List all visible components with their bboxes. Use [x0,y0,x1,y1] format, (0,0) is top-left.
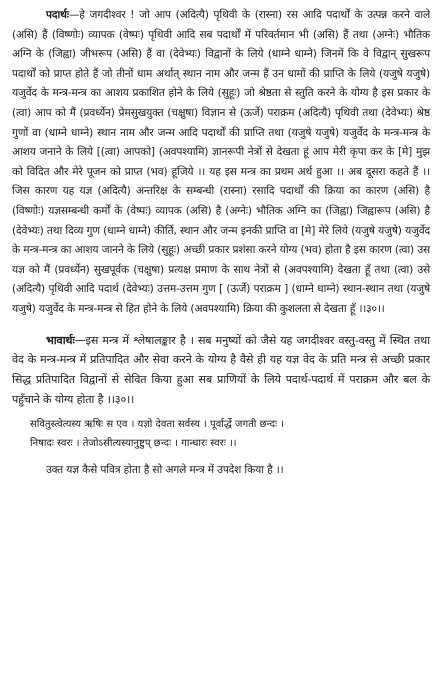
closing-line: उक्त यज्ञ कैसे पवित्र होता है सो अगले मन्त्र में उपदेश किया है ।। [46,463,284,476]
padartha-text: —हे जगदीश्वर ! जो आप (अदित्यै) पृथिवी के (रास्ना) रस आदि पदार्थों के उत्पन्न करने वाले (असि) हैं (विष्णोः) व्यापक (वेष्पः) पृथिवी आदि सब पदार्थों में परिवर्तमान भी (असि) हैं तथा (अग्नेः) भौतिक अग्नि के (जिह्वा) जीभरूप (असि) हैं वा (देवेभ्यः) विद्वानों के लिये (धाम्ने धाम्ने) जिनमें कि वे विद्वान् सुखरूप पदार्थों को प्राप्त होते हैं जो तीनों धाम अर्थात् स्थान नाम और जन्म हैं उन धामों की प्राप्ति के लिये (यजुषे यजुषे) यजुर्वेद के मन्त्र-मन्त्र का आशय प्रकाशित होने के लिये (सुहूः) जो श्रेष्ठता से स्तुति करने के योग्य है इस प्रकार के (त्वा) आप को मैं (प्रवर्ध्येन) प्रेमसुखयुक्त (चक्षुषा) विज्ञान से (ऊर्जे) पराक्रम (अदित्यै) पृथिवी तथा (देवेभ्यः) श्रेष्ठ गुणों वा (धाम्ने धाम्ने) स्थान नाम और जन्म आदि पदार्थों की प्राप्ति तथा (यजुषे यजुषे) यजुर्वेद के मन्त्र-मन्त्र के आशय जनाने के लिये [(त्वा) आपको] (अवपश्यामि) ज्ञानरूपी नेत्रों से देखता हूं आप मेरी कृपा कर के [मे] मुझ को विदित और मेरे पूजन को प्राप्त (भव) हूजिये ।। यह इस मन्त्र का प्रथम अर्थ हुआ ।। अब दूसरा कहते हैं ।। जिस कारण यह यज्ञ (अदित्यै) अन्तरिक्ष के सम्बन्धी (रास्ना) रसादि पदार्थों की क्रिया का कारण (असि) है (विष्णोः) यज्ञसम्बन्धी कर्मों के (वेष्पः) व्यापक (असि) है (अग्नेः) भौतिक अग्नि का (जिह्वा) जिह्वारूप (असि) है (देवेभ्यः) तथा दिव्य गुण (धाम्ने धाम्ने) कीर्ति, स्थान और जन्म इनकी प्राप्ति वा [मे] मेरे लिये (यजुषे यजुषे) यजुर्वेद के मन्त्र-मन्त्र का आशय जानने के लिये (सुहूः) अच्छी प्रकार प्रशंसा करने योग्य (भव) होता है इस कारण (त्वा) उस यज्ञ को मैं (प्रवर्ध्येन) सुखपूर्वक (चक्षुषा) प्रत्यक्ष प्रमाण के साथ नेत्रों से (अवपश्यामि) देखता हूँ तथा (त्वा) उसे (अदित्यै) पृथिवी आदि पदार्थ (देवेभ्यः) उत्तम-उत्तम गुण [ (ऊर्जे) पराक्रम ] (धाम्ने धाम्ने) स्थान-स्थान तथा (यजुषे यजुषे) यजुर्वेद के मन्त्र-मन्त्र से हित होने के लिये (अवपश्यामि) क्रिया की कुशलता से देखता हूँ ।।३०।। [12,9,430,315]
bhavartha-text: —इस मन्त्र में श्लेषालङ्कार है । सब मनुष्यों को जैसे यह जगदीश्वर वस्तु-वस्तु में स्थित तथा वेद के मन्त्र-मन्त्र में प्रतिपादित और सेवा करने के योग्य है वैसे ही यह यज्ञ वेद के प्रति मन्त्र से अच्छी प्रकार सिद्ध प्रतिपादित विद्वानों से सेवित किया हुआ सब प्राणियों के लिये पदार्थ-पदार्थ में पराक्रम और बल के पहुँचाने के योग्य होता है ।।३०।। [12,333,430,406]
bhavartha-paragraph [12,331,430,410]
bhavartha-label: भावार्थः [46,333,75,347]
mantra-metadata [12,415,430,453]
metadata-line-1: सवितुस्त्वेत्यस्य ऋषिः स एव । यज्ञो देवता सर्वस्य । पूर्वार्द्धे जगती छन्दः । [30,418,284,430]
padartha-paragraph [12,6,430,320]
padartha-label: पदार्थः [46,9,69,21]
metadata-line-2: निषादः स्वरः । तेजोऽसीत्यस्यानुष्टुप् छन्दः । गान्धारः स्वरः ।। [30,437,237,449]
